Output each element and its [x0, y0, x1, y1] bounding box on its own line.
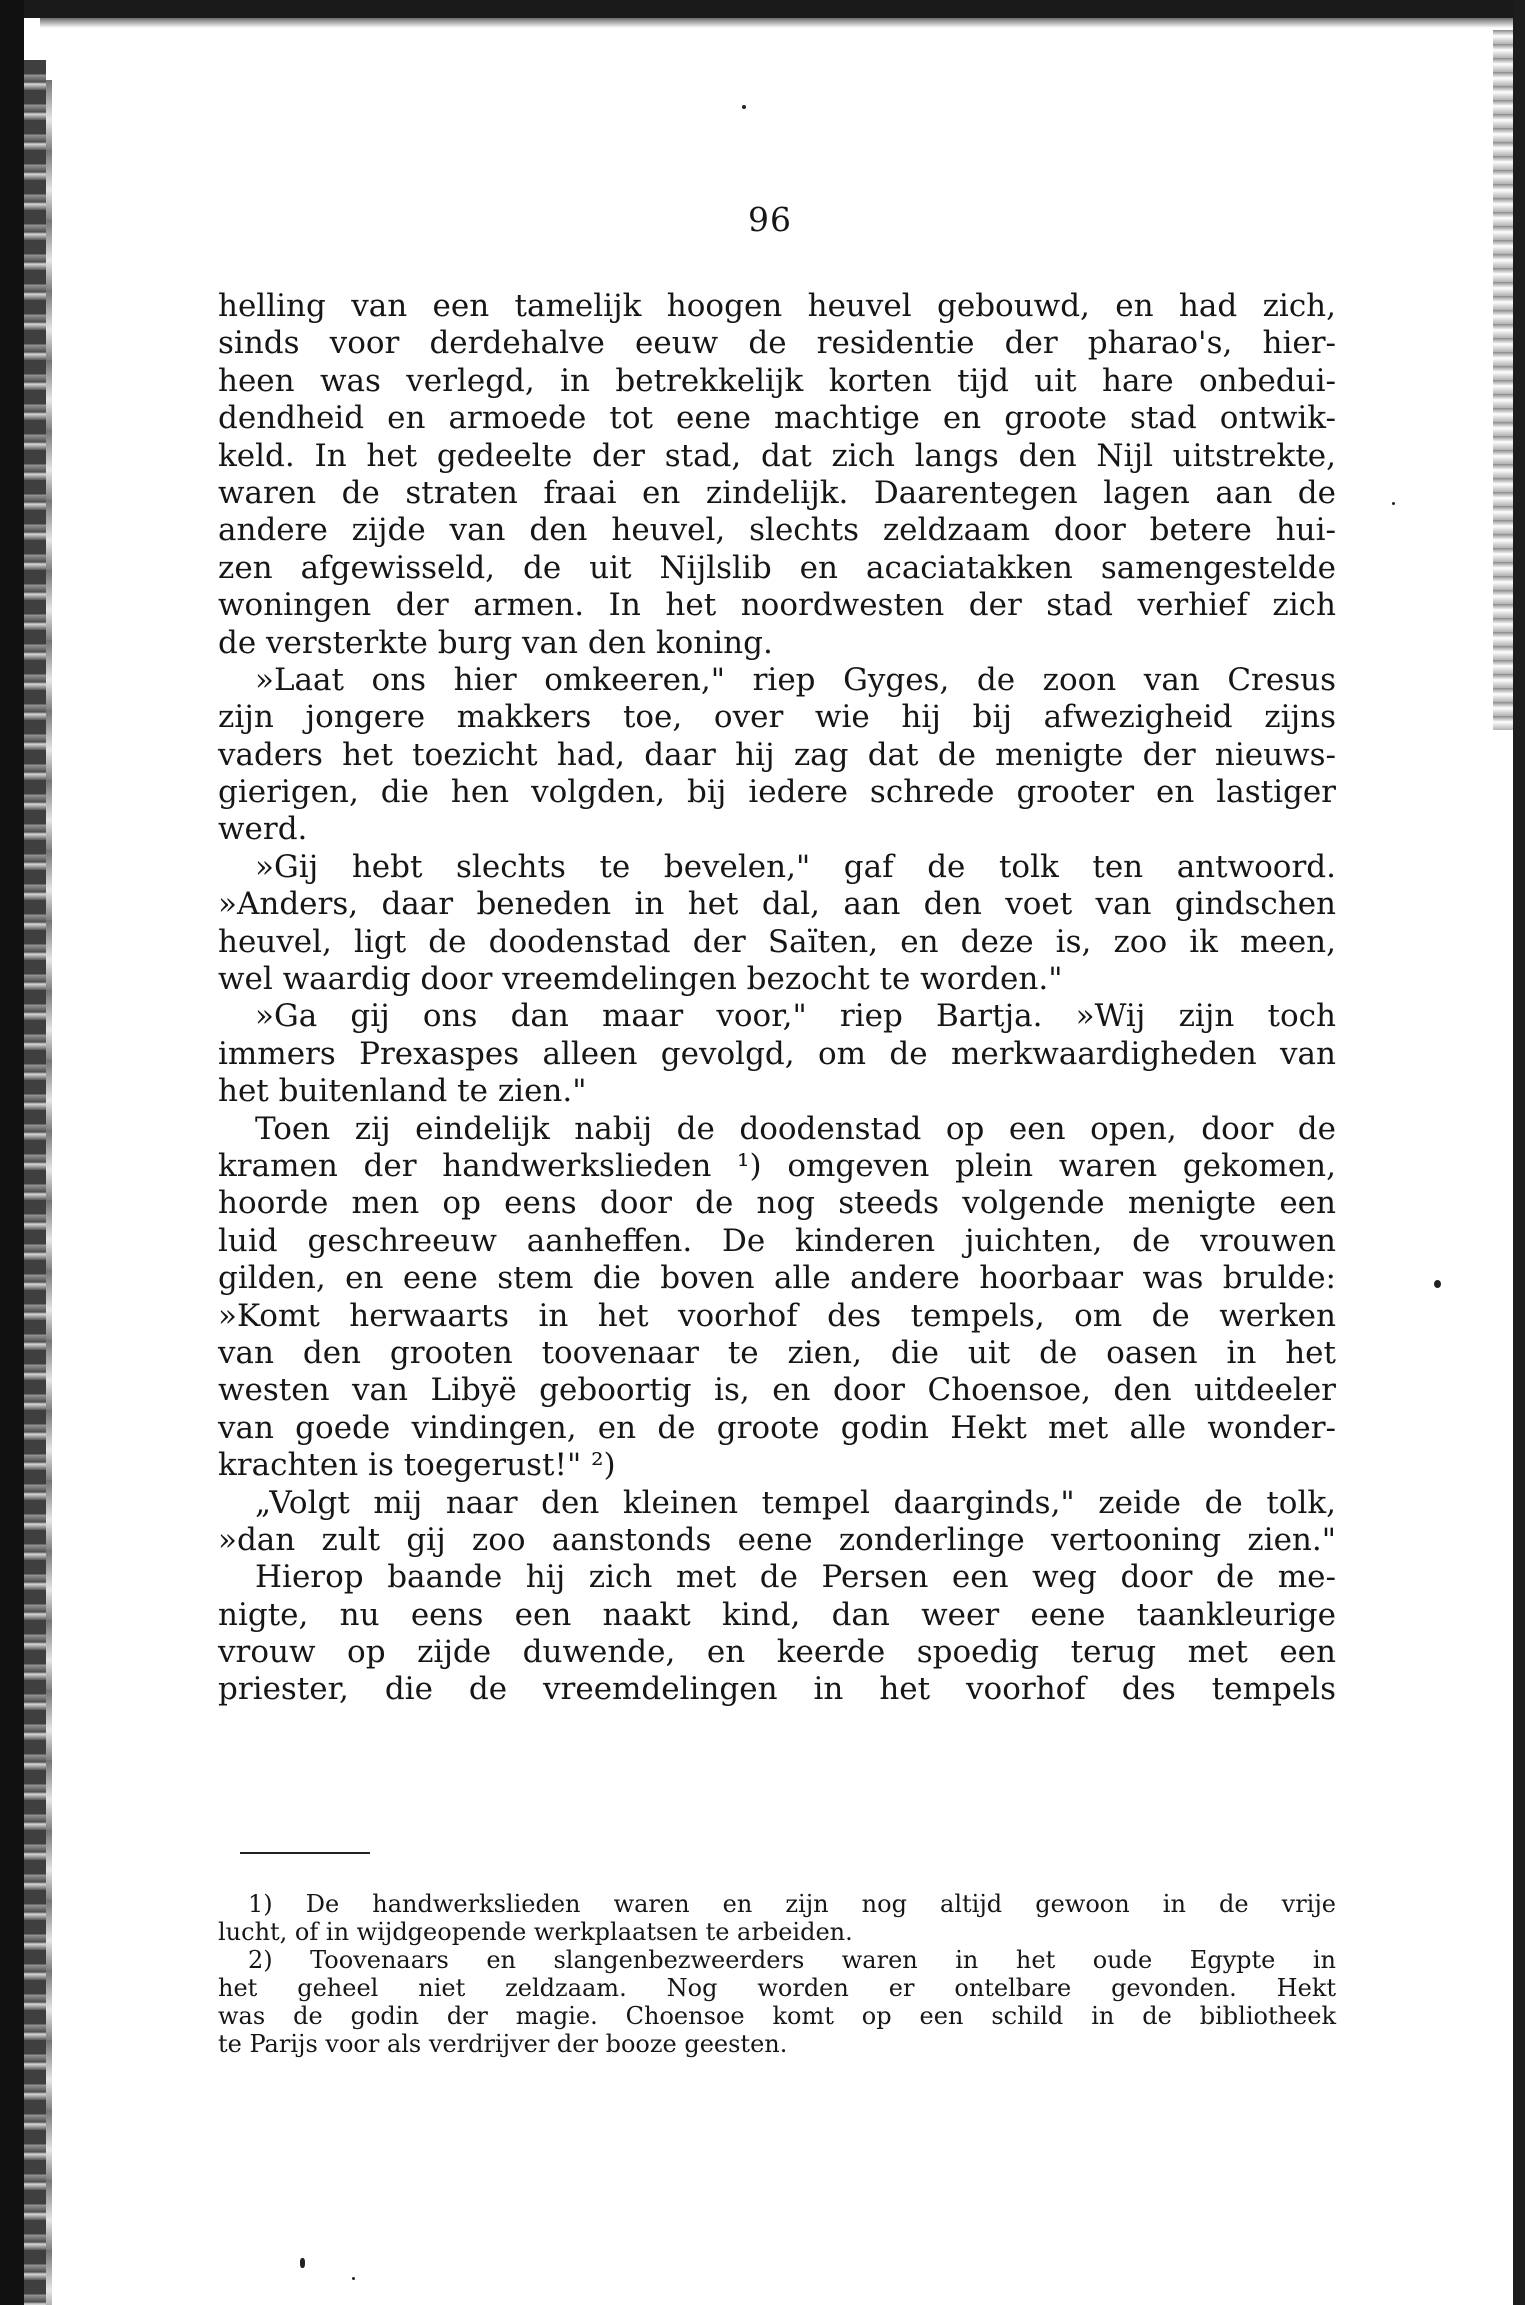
text-line: vaders het toezicht had, daar hij zag dat de menigte der nieuws-	[218, 736, 1336, 773]
text-line: Toen zij eindelijk nabij de doodenstad op een open, door de	[255, 1110, 1336, 1147]
scan-binding-gutter	[46, 80, 52, 2305]
footnote-line: lucht, of in wijdgeopende werkplaatsen te arbeiden.	[218, 1918, 853, 1946]
footnote-line: 1) De handwerkslieden waren en zijn nog altijd gewoon in de vrije	[248, 1890, 1336, 1918]
text-line: sinds voor derdehalve eeuw de residentie der pharao's, hier-	[218, 325, 1336, 362]
footnote-line: was de godin der magie. Choensoe komt op een schild in de bibliotheek	[218, 2002, 1336, 2030]
text-line: „Volgt mij naar den kleinen tempel daarginds," zeide de tolk,	[255, 1484, 1336, 1521]
speck	[300, 2258, 305, 2268]
text-line: immers Prexaspes alleen gevolgd, om de merkwaardigheden van	[218, 1035, 1336, 1072]
scan-right-shadow	[1493, 30, 1513, 730]
text-line: dendheid en armoede tot eene machtige en groote stad ontwik-	[218, 400, 1336, 437]
text-line: van goede vindingen, en de groote godin Hekt met alle wonder-	[218, 1409, 1336, 1446]
speck	[742, 105, 746, 109]
text-line: heen was verlegd, in betrekkelijk korten tijd uit hare onbedui-	[218, 362, 1336, 399]
text-line: priester, die de vreemdelingen in het voorhof des tempels	[218, 1671, 1336, 1708]
text-line: waren de straten fraai en zindelijk. Daarentegen lagen aan de	[218, 474, 1336, 511]
text-line: de versterkte burg van den koning.	[218, 624, 773, 661]
footnote-line: het geheel niet zeldzaam. Nog worden er ontelbare gevonden. Hekt	[218, 1974, 1336, 2002]
text-line: woningen der armen. In het noordwesten der stad verhief zich	[218, 587, 1336, 624]
scan-right-edge	[1513, 0, 1525, 2305]
scan-binding-shadow	[24, 60, 46, 2305]
text-line: »Ga gij ons dan maar voor," riep Bartja. »Wij zijn toch	[255, 998, 1336, 1035]
text-line: gilden, en eene stem die boven alle andere hoorbaar was brulde:	[218, 1260, 1336, 1297]
text-line: keld. In het gedeelte der stad, dat zich langs den Nijl uitstrekte,	[218, 437, 1336, 474]
footnotes	[218, 1890, 1336, 2058]
text-line: zijn jongere makkers toe, over wie hij bij afwezigheid zijns	[218, 699, 1336, 736]
text-line: kramen der handwerkslieden ¹) omgeven plein waren gekomen,	[218, 1147, 1336, 1184]
text-line: »Komt herwaarts in het voorhof des tempels, om de werken	[218, 1297, 1336, 1334]
text-line: hoorde men op eens door de nog steeds volgende menigte een	[218, 1185, 1336, 1222]
text-line: vrouw op zijde duwende, en keerde spoedig terug met een	[218, 1634, 1336, 1671]
footnote-divider	[240, 1852, 370, 1854]
page-number: 96	[748, 200, 792, 239]
text-line: nigte, nu eens een naakt kind, dan weer eene taankleurige	[218, 1596, 1336, 1633]
text-line: heuvel, ligt de doodenstad der Saïten, en deze is, zoo ik meen,	[218, 923, 1336, 960]
footnote-line: te Parijs voor als verdrijver der booze geesten.	[218, 2030, 788, 2058]
text-line: gierigen, die hen volgden, bij iedere schrede grooter en lastiger	[218, 774, 1336, 811]
scan-top-edge	[0, 0, 1525, 18]
text-line: krachten is toegerust!" ²)	[218, 1447, 616, 1484]
text-line: werd.	[218, 811, 308, 848]
text-line: luid geschreeuw aanheffen. De kinderen juichten, de vrouwen	[218, 1222, 1336, 1259]
speck	[352, 2277, 355, 2280]
text-line: helling van een tamelijk hoogen heuvel gebouwd, en had zich,	[218, 288, 1336, 324]
text-line: »Laat ons hier omkeeren," riep Gyges, de zoon van Cresus	[255, 661, 1336, 698]
text-line: »Gij hebt slechts te bevelen," gaf de tolk ten antwoord.	[255, 848, 1336, 885]
text-line: »Anders, daar beneden in het dal, aan den voet van gindschen	[218, 886, 1336, 923]
text-line: wel waardig door vreemdelingen bezocht te worden."	[218, 961, 1063, 998]
speck	[1392, 502, 1395, 505]
text-line: van den grooten toovenaar te zien, die uit de oasen in het	[218, 1334, 1336, 1371]
text-line: westen van Libyë geboortig is, en door Choensoe, den uitdeeler	[218, 1372, 1336, 1409]
scan-top-shadow	[40, 18, 1520, 28]
speck	[1434, 1280, 1441, 1288]
text-line: Hierop baande hij zich met de Persen een weg door de me-	[255, 1559, 1336, 1596]
text-line: »dan zult gij zoo aanstonds eene zonderlinge vertooning zien."	[218, 1521, 1336, 1558]
footnote-line: 2) Toovenaars en slangenbezweerders waren in het oude Egypte in	[248, 1946, 1336, 1974]
body-text	[218, 288, 1336, 1709]
text-line: zen afgewisseld, de uit Nijlslib en acaciatakken samengestelde	[218, 549, 1336, 586]
text-line: andere zijde van den heuvel, slechts zeldzaam door betere hui-	[218, 512, 1336, 549]
text-line: het buitenland te zien."	[218, 1073, 587, 1110]
scan-left-edge	[0, 0, 24, 2305]
